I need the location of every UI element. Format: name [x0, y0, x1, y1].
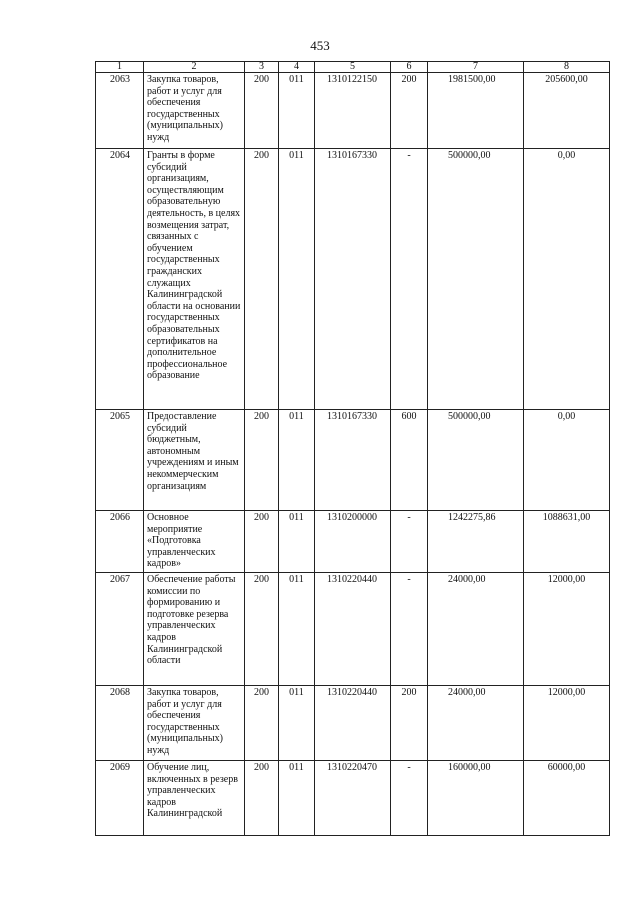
cell-col7: 500000,00 — [428, 149, 524, 410]
cell-col4: 011 — [279, 73, 315, 149]
cell-col5: 1310220440 — [315, 573, 391, 686]
cell-col8: 1088631,00 — [524, 511, 610, 573]
cell-col5: 1310167330 — [315, 410, 391, 511]
cell-col4: 011 — [279, 761, 315, 836]
column-header-2: 2 — [144, 62, 245, 73]
cell-col8: 205600,00 — [524, 73, 610, 149]
cell-col6: - — [391, 573, 428, 686]
cell-col8: 60000,00 — [524, 761, 610, 836]
cell-col3: 200 — [245, 686, 279, 761]
cell-col6: - — [391, 511, 428, 573]
row-number: 2069 — [96, 761, 144, 836]
row-number: 2063 — [96, 73, 144, 149]
page-number: 453 — [310, 38, 330, 53]
budget-table — [95, 61, 610, 836]
cell-col4: 011 — [279, 149, 315, 410]
row-number: 2065 — [96, 410, 144, 511]
cell-col5: 1310122150 — [315, 73, 391, 149]
cell-col7: 1242275,86 — [428, 511, 524, 573]
cell-col6: 600 — [391, 410, 428, 511]
cell-col5: 1310200000 — [315, 511, 391, 573]
table-row — [96, 73, 610, 149]
cell-col5: 1310167330 — [315, 149, 391, 410]
header-row — [96, 62, 610, 73]
cell-col8: 0,00 — [524, 149, 610, 410]
cell-col5: 1310220440 — [315, 686, 391, 761]
cell-col4: 011 — [279, 573, 315, 686]
cell-col3: 200 — [245, 761, 279, 836]
item-name: Обучение лиц, включенных в резерв управленческих кадров Калининградской — [144, 761, 245, 836]
column-header-7: 7 — [428, 62, 524, 73]
table-row — [96, 511, 610, 573]
column-header-4: 4 — [279, 62, 315, 73]
cell-col7: 1981500,00 — [428, 73, 524, 149]
cell-col5: 1310220470 — [315, 761, 391, 836]
cell-col3: 200 — [245, 410, 279, 511]
cell-col3: 200 — [245, 149, 279, 410]
cell-col6: - — [391, 761, 428, 836]
row-number: 2064 — [96, 149, 144, 410]
cell-col7: 160000,00 — [428, 761, 524, 836]
cell-col4: 011 — [279, 511, 315, 573]
cell-col7: 500000,00 — [428, 410, 524, 511]
cell-col8: 0,00 — [524, 410, 610, 511]
row-number: 2067 — [96, 573, 144, 686]
cell-col7: 24000,00 — [428, 686, 524, 761]
cell-col8: 12000,00 — [524, 573, 610, 686]
row-number: 2066 — [96, 511, 144, 573]
column-header-6: 6 — [391, 62, 428, 73]
item-name: Закупка товаров, работ и услуг для обеспечения государственных (муниципальных) нужд — [144, 73, 245, 149]
item-name: Обеспечение работы комиссии по формированию и подготовке резерва управленческих кадров Калининградской области — [144, 573, 245, 686]
item-name: Закупка товаров, работ и услуг для обеспечения государственных (муниципальных) нужд — [144, 686, 245, 761]
cell-col6: 200 — [391, 73, 428, 149]
cell-col4: 011 — [279, 410, 315, 511]
column-header-3: 3 — [245, 62, 279, 73]
cell-col3: 200 — [245, 73, 279, 149]
cell-col7: 24000,00 — [428, 573, 524, 686]
cell-col8: 12000,00 — [524, 686, 610, 761]
table-row — [96, 686, 610, 761]
cell-col3: 200 — [245, 511, 279, 573]
row-number: 2068 — [96, 686, 144, 761]
table-row — [96, 761, 610, 836]
table-row — [96, 410, 610, 511]
column-header-8: 8 — [524, 62, 610, 73]
cell-col4: 011 — [279, 686, 315, 761]
cell-col6: - — [391, 149, 428, 410]
column-header-5: 5 — [315, 62, 391, 73]
table-row — [96, 149, 610, 410]
item-name: Основное мероприятие «Подготовка управленческих кадров» — [144, 511, 245, 573]
cell-col3: 200 — [245, 573, 279, 686]
table-row — [96, 573, 610, 686]
column-header-1: 1 — [96, 62, 144, 73]
cell-col6: 200 — [391, 686, 428, 761]
item-name: Предоставление субсидий бюджетным, автономным учреждениям и иным некоммерческим организациям — [144, 410, 245, 511]
item-name: Гранты в форме субсидий организациям, осуществляющим образовательную деятельность, в целях возмещения затрат, связанных с обучением государственных гражданских служащих Калининградской области на основании государственных образовательных сертификатов на дополнительное профессиональное образование — [144, 149, 245, 410]
